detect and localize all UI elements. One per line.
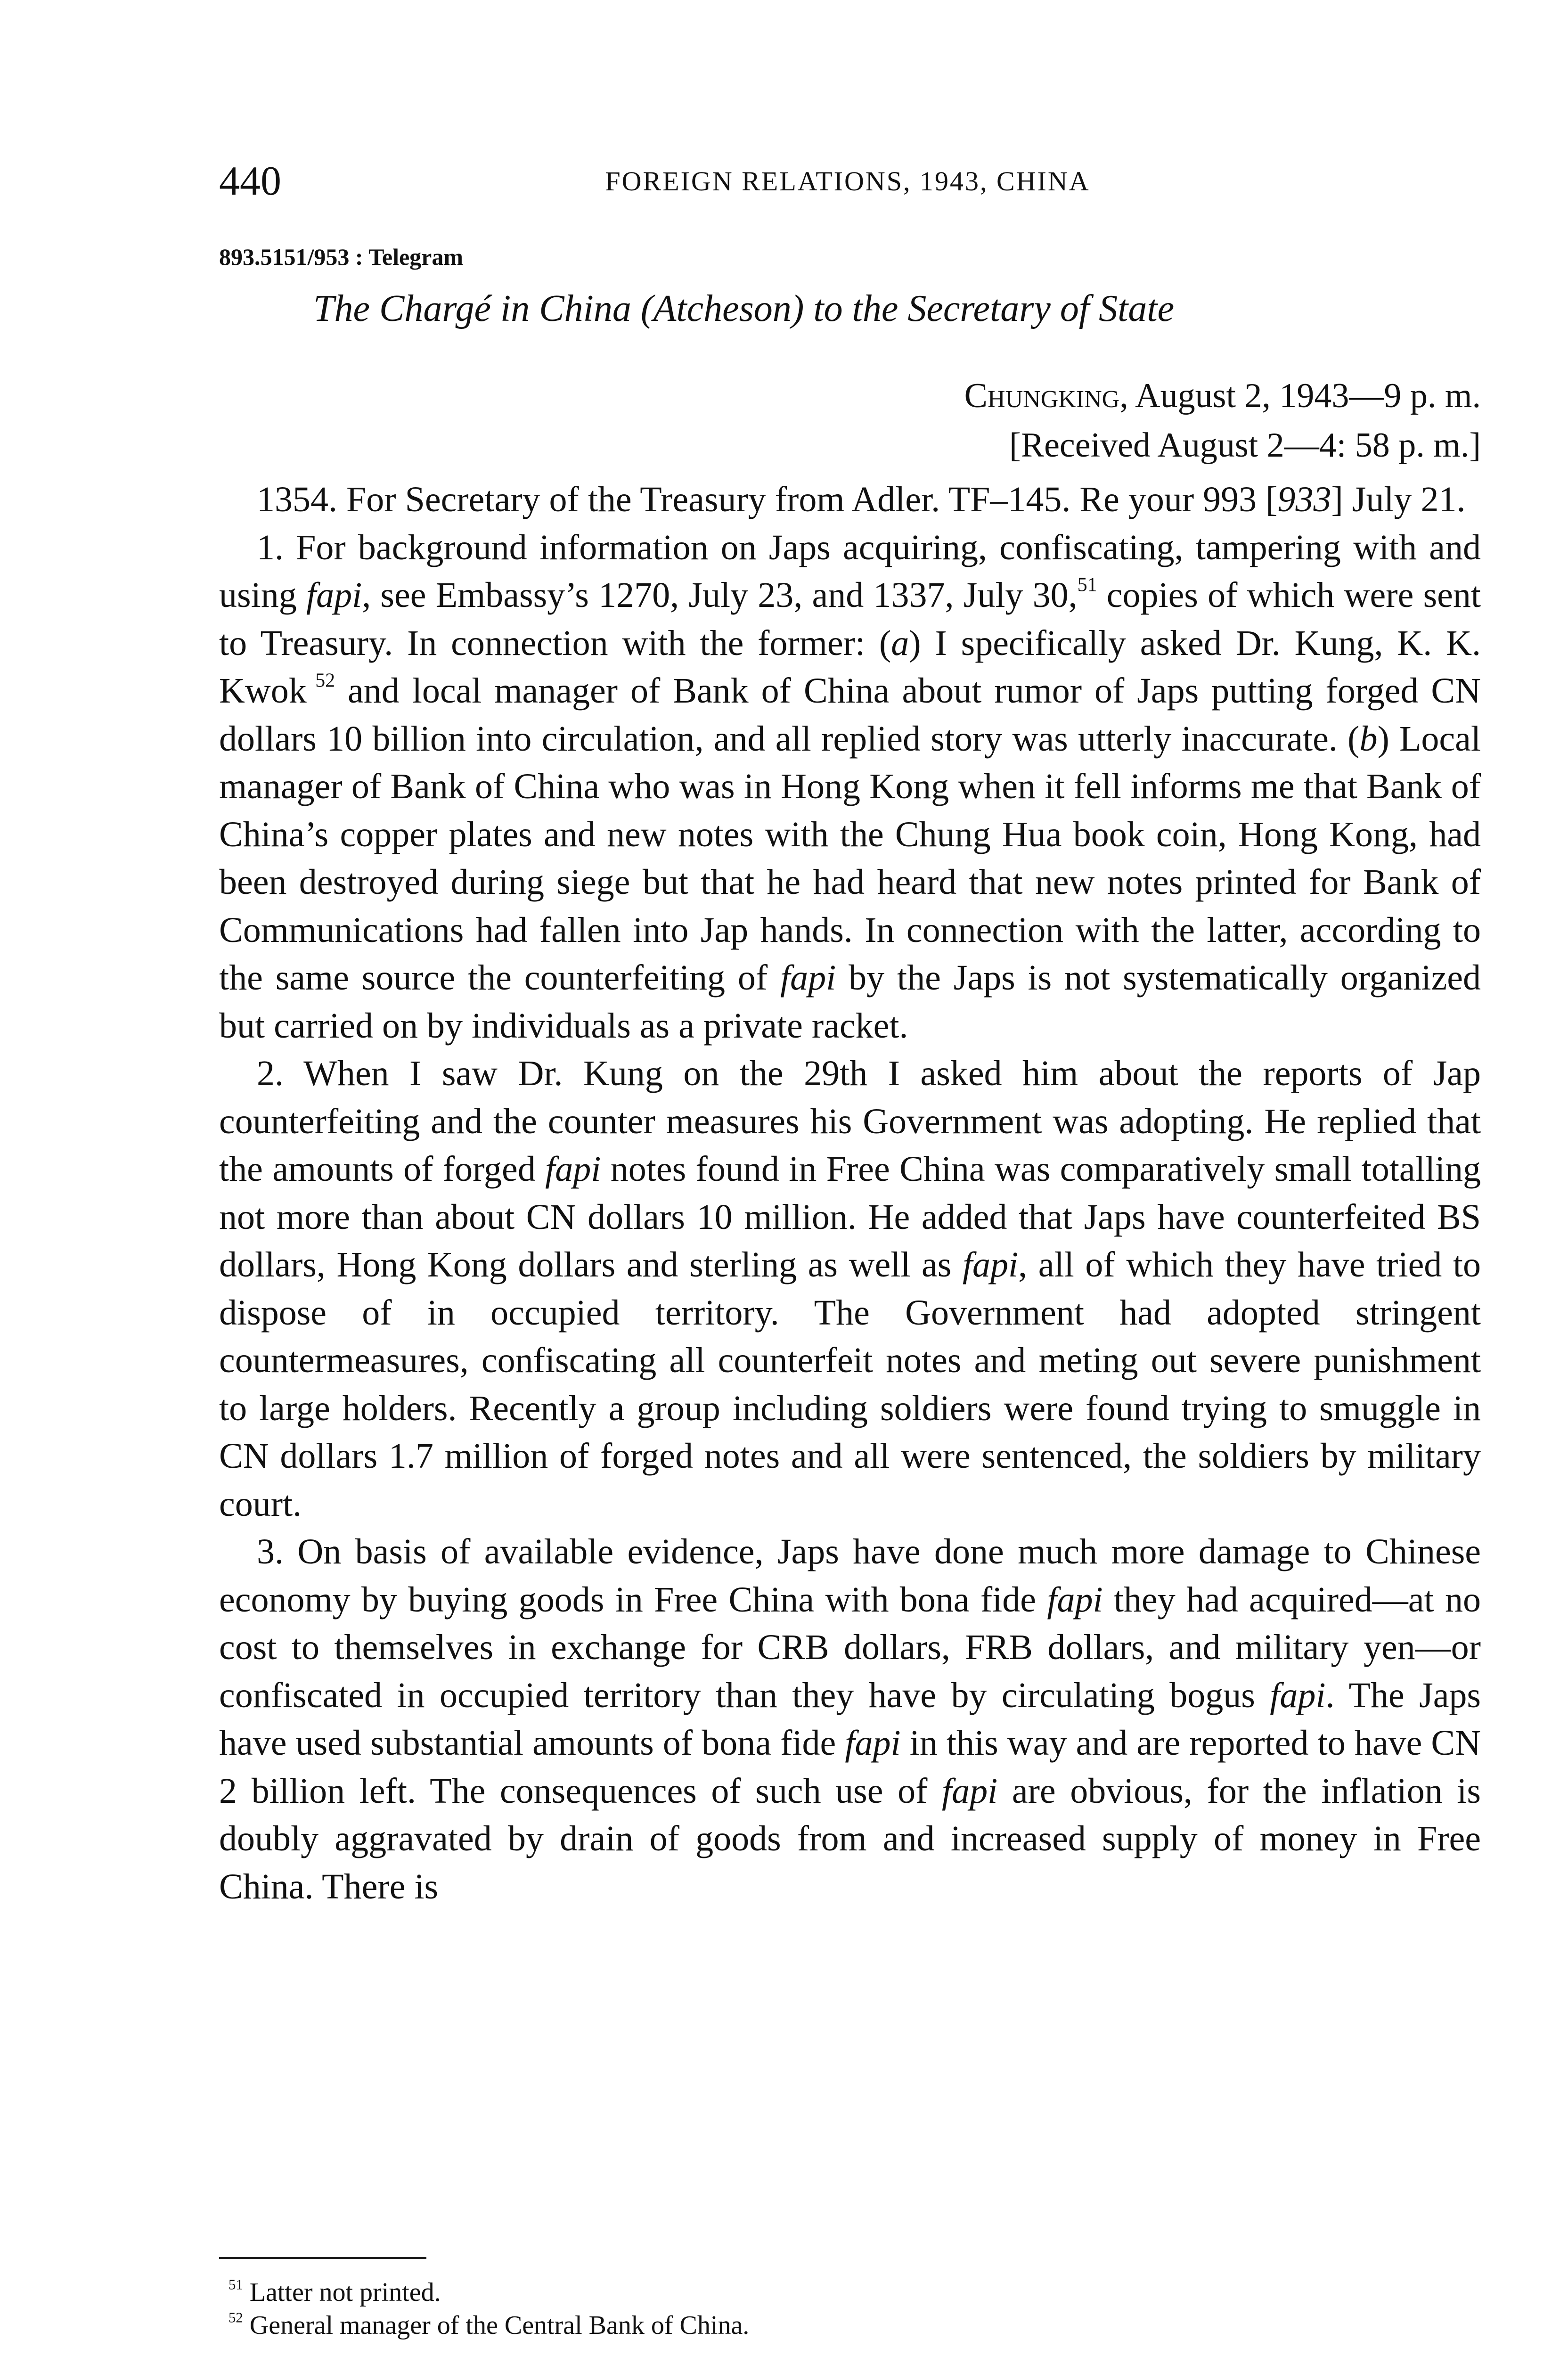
footnote-51 [229,2276,1454,2309]
place-name: Chungking, [964,376,1128,415]
footnote-mark: 51 [229,2276,243,2293]
footnote-ref-51: 51 [1077,574,1097,596]
page-number: 440 [219,158,281,204]
paragraph-intro [219,476,1481,524]
paragraph-3-text: 3. On basis of available evidence, Japs have done much more damage to Chinese economy by buying goods in Free China with bona fide fapi they had acquired—at no cost to themselves in exchange for CRB dollars, FRB dollars, and military yen—or confiscated in occupied territory than they have by circulating bogus fapi. The Japs have used substantial amounts of bona fide fapi in this way and are reported to have CN 2 billion left. The consequences of such use of fapi are obvious, for the inflation is doubly aggravated by drain of goods from and increased supply of money in Free China. There is [219,1532,1481,1906]
document-heading: The Chargé in China (Atcheson) to the Secretary of State [313,288,1175,329]
footnote-text: Latter not printed. [243,2278,441,2307]
dateline [964,372,1481,419]
footnote-mark: 52 [229,2309,243,2326]
running-title: FOREIGN RELATIONS, 1943, CHINA [605,166,1090,196]
file-number: 893.5151/953 : Telegram [219,244,464,270]
paragraph-1 [219,524,1481,1050]
footnote-ref-52: 52 [306,670,335,692]
dateline-date: August 2, 1943—9 p. m. [1128,376,1481,415]
footnote-52 [229,2309,1454,2342]
paragraph-3 [219,1528,1481,1911]
running-header [219,155,1476,207]
footnote-text: General manager of the Central Bank of China. [243,2311,750,2340]
footnote-rule [219,2257,426,2259]
paragraph-2 [219,1050,1481,1528]
paragraph-1-text: 1. For background information on Japs acquiring, confiscating, tampering with and using fapi, see Embassy’s 1270, July 23, and 1337, July 30,51 copies of which were sent to Treasury. In connection with the former: (a) I specifically asked Dr. Kung, K. K. Kwok $^{52}$ and local manager of Bank of China about rumor of Japs putting forged CN dollars 10 billion into circulation, and all replied story was utterly inaccurate. (b) Local manager of Bank of China who was in Hong Kong when it fell informs me that Bank of China’s copper plates and new notes with the Chung Hua book coin, Hong Kong, had been destroyed during siege but that he had heard that new notes printed for Bank of Communications had fallen into Jap hands. In connection with the latter, according to the same source the counterfeiting of fapi by the Japs is not systematically organized but carried on by individuals as a private racket. [219,527,1481,1046]
paragraph-2-text: 2. When I saw Dr. Kung on the 29th I asked him about the reports of Jap counterfeiting and the counter measures his Government was adopting. He replied that the amounts of forged fapi notes found in Free China was comparatively small totalling not more than about CN dollars 10 million. He added that Japs have counterfeited BS dollars, Hong Kong dollars and sterling as well as fapi, all of which they have tried to dispose of in occupied territory. The Government had adopted stringent countermeasures, confiscating all counterfeit notes and meting out severe punishment to large holders. Recently a group including soldiers were found trying to smuggle in CN dollars 1.7 million of forged notes and all were sentenced, the soldiers by military court. [219,1054,1481,1524]
paragraph-intro-text: 1354. For Secretary of the Treasury from Adler. TF–145. Re your 993 [933] July 21. [257,480,1466,519]
received-line: [Received August 2—4: 58 p. m.] [1009,426,1481,465]
telegram-body [219,476,1481,1911]
